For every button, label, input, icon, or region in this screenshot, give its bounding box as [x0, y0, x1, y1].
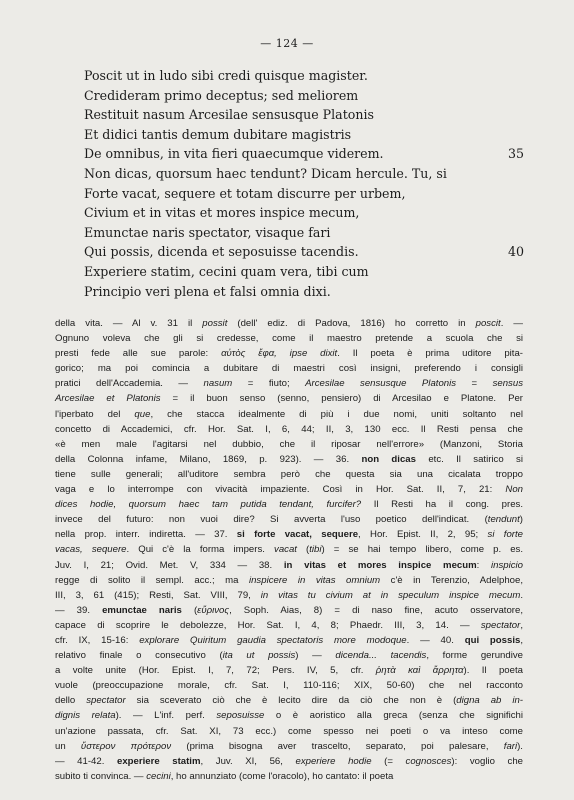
commentary-text: invece del futuro: non vuoi dire? Si avverta l'uso poetico dell'indicat. (: [55, 514, 488, 526]
commentary-text: della vita. — Al v. 31 il: [55, 318, 203, 329]
commentary-line: [55, 573, 523, 588]
commentary-line: [55, 542, 523, 557]
commentary-line: [55, 678, 523, 693]
verse-line: [84, 184, 524, 204]
verse-line: [84, 203, 524, 223]
commentary-line: [55, 663, 523, 678]
italic-citation: Arcesilae et Platonis: [55, 393, 161, 405]
commentary-line: [55, 422, 523, 437]
commentary-text: , che stacca idealmente di più i due nomi, uniti soltanto nel: [150, 408, 523, 420]
commentary-text: ,: [520, 634, 523, 646]
commentary-text: ): [519, 514, 523, 526]
commentary-text: relativo finale o consecutivo (: [55, 650, 223, 662]
italic-citation: cecini: [146, 770, 171, 782]
commentary-text: subito ti convinca. —: [55, 770, 147, 782]
verse-text: Restituit nasum Arcesilae sensusque Platonis: [84, 107, 374, 123]
commentary-text: c'è in Terenzio, Adelphoe,: [380, 574, 523, 586]
commentary-line: [55, 391, 523, 406]
commentary-text: cfr. IX, 15-16:: [55, 634, 140, 646]
page-number: — 124 —: [260, 37, 314, 50]
italic-citation: seposuisse: [216, 710, 265, 722]
commentary-text: sia sceverato ciò che è lecito dire da ciò che non è (: [125, 695, 457, 707]
commentary-text: l'iperbato del: [55, 408, 135, 420]
commentary-line: [55, 361, 523, 376]
commentary-text: (: [296, 544, 310, 556]
commentary-text: — 41-42.: [55, 755, 117, 767]
italic-citation: inspicio: [491, 559, 523, 571]
commentary-text: etc. Il satirico si: [415, 453, 523, 465]
commentary-line: [55, 754, 523, 769]
commentary-text: . —: [500, 318, 523, 329]
commentary-text: gorico; ma poi comincia a dubitare di maestri così insigni, preferendo i consigli: [55, 363, 523, 375]
commentary-text: capace di scoprire le debolezze, Hor. Sat. I, 4, 8; Phaedr. III, 3, 14. —: [55, 619, 481, 631]
commentary-text: =: [456, 378, 493, 390]
italic-citation: experiere hodie: [295, 755, 372, 767]
verse-text: Forte vacat, sequere et totam discurre per urbem,: [84, 185, 406, 201]
verse-line: [84, 125, 524, 145]
italic-citation: cognosces: [405, 755, 452, 767]
commentary-text: vuole (preoccupazione morale, cfr. Sat. I, 110-116; XIX, 50-60) che nel racconto: [55, 680, 523, 692]
italic-citation: que: [134, 408, 151, 420]
italic-citation: spectator: [86, 695, 126, 707]
verse-text: Principio veri plena et falsi omnia dixi.: [84, 283, 331, 299]
italic-citation: ὕστερον πρότερον: [80, 740, 172, 752]
commentary-text: , Hor. Epist. II, 2, 95;: [358, 529, 488, 541]
italic-citation: dices hodie, quorsum haec tam putida tendant, furcifer?: [55, 499, 362, 511]
commentary-line: [55, 512, 523, 527]
commentary-text: ).: [517, 740, 523, 752]
commentary-text: ). — L'inf. perf.: [115, 710, 217, 722]
commentary-text: ) —: [295, 650, 336, 662]
italic-citation: fari: [503, 740, 518, 752]
italic-citation: si forte: [487, 529, 523, 541]
commentary-text: Juv. I, 21; Ovid. Met. V, 334 — 38.: [55, 559, 284, 571]
commentary-text: della Colonna infame, Milano, 1869, p. 923). — 36.: [55, 453, 362, 465]
verse-text: Poscit ut in ludo sibi credi quisque magister.: [84, 68, 368, 83]
italic-citation: nasum: [203, 378, 233, 390]
commentary-text: nella prop. interr. indiretta. — 37.: [55, 529, 237, 541]
commentary-text: un'azione passata, cfr. Sat. XI, 73 ecc.) come spesso nei poeti o va inteso come: [55, 725, 523, 737]
commentary-text: = fiuto;: [232, 378, 306, 390]
verse-line: [84, 86, 524, 106]
lemma-bold: non dicas: [361, 453, 416, 465]
commentary-text: o è aoristico alla greca (senza che significhi: [264, 710, 523, 722]
verse-line: [84, 262, 524, 282]
commentary-line: [55, 708, 523, 723]
verse-line: [84, 164, 524, 184]
commentary-line: [55, 316, 523, 331]
lemma-bold: in vitas et mores inspice mecum: [283, 559, 477, 571]
commentary-text: , Soph. Aias, 8) = di naso fine, acuto osservatore,: [229, 604, 523, 616]
commentary-text: ,: [520, 619, 523, 631]
commentary-text: = il buon senso (senno, pensiero) di Arcesilao e Platone. Per: [160, 393, 523, 405]
italic-citation: tendunt: [487, 514, 520, 526]
commentary-notes: [55, 316, 523, 784]
commentary-text: :: [476, 559, 491, 571]
commentary-text: vaga e lo interrompe con vivacità impaziente. Così in Hor. Sat. II, 7, 21:: [55, 484, 506, 496]
commentary-line: [55, 769, 523, 784]
italic-citation: dicenda... tacendis: [335, 650, 427, 662]
commentary-text: (: [181, 604, 198, 616]
commentary-text: «è men male l'agitarsi nel dubbio, che il riposar nell'errore» (Manzoni, Storia: [55, 438, 523, 450]
commentary-line: [55, 558, 523, 573]
verse-line: [84, 223, 524, 243]
verse-text: Experiere statim, cecini quam vera, tibi cum: [84, 263, 369, 279]
commentary-text: (dell' ediz. di Padova, 1816) ho corretto in: [227, 318, 476, 329]
verse-text: Emunctae naris spectator, visaque fari: [84, 224, 331, 240]
commentary-text: III, 3, 61 (415); Resti, Sat. VIII, 79,: [55, 589, 261, 601]
italic-citation: dignis relata: [55, 710, 116, 722]
commentary-line: [55, 452, 523, 467]
italic-citation: in vitas tu civium at in speculum inspice mecum: [260, 589, 521, 601]
commentary-text: , ho annunziato (come l'oracolo), ho cantato: il poeta: [170, 770, 394, 782]
commentary-line: [55, 724, 523, 739]
commentary-text: (=: [371, 755, 406, 767]
verse-block: [84, 66, 524, 301]
commentary-text: regge di solito il sempl. acc.; ma: [55, 574, 249, 586]
commentary-text: un: [55, 740, 81, 752]
italic-citation: spectator: [480, 619, 521, 631]
verse-line: [84, 144, 524, 164]
italic-citation: tibi: [309, 544, 322, 556]
commentary-line: [55, 346, 523, 361]
commentary-line: [55, 588, 523, 603]
commentary-line: [55, 331, 523, 346]
verse-line: [84, 282, 524, 302]
verse-line: [84, 105, 524, 125]
lemma-bold: si forte vacat, sequere: [236, 529, 359, 541]
commentary-text: Ognuno voleva che gli si credesse, come il maestro pretende a scuola che si: [55, 333, 523, 345]
commentary-line: [55, 633, 523, 648]
verse-text: Qui possis, dicenda et seposuisse tacendis.: [84, 244, 359, 260]
commentary-line: [55, 739, 523, 754]
commentary-line: [55, 618, 523, 633]
verse-line: [84, 242, 524, 262]
italic-citation: Arcesilae sensusque Platonis: [305, 378, 457, 390]
verse-text: Et didici tantis demum dubitare magistris: [84, 126, 352, 142]
italic-citation: inspicere in vitas omnium: [248, 574, 381, 586]
commentary-text: dello: [55, 695, 87, 707]
italic-citation: αὐτὸς ἔφα, ipse dixit: [221, 348, 338, 360]
commentary-text: Il Resti ha il cong. pres.: [361, 499, 523, 511]
verse-text: Civium et in vitas et mores inspice mecum,: [84, 205, 360, 221]
italic-citation: poscit: [475, 318, 501, 329]
commentary-text: (prima bisogna aver trascelto, separato, poi palesare,: [171, 740, 504, 752]
italic-citation: possit: [202, 318, 228, 329]
commentary-text: pratici dell'Accademia. —: [55, 378, 204, 390]
lemma-bold: emunctae naris: [102, 604, 182, 616]
commentary-line: [55, 497, 523, 512]
commentary-line: [55, 648, 523, 663]
italic-citation: vacat: [274, 544, 297, 556]
commentary-text: . Il poeta è prima uditore pita-: [337, 348, 523, 360]
commentary-line: [55, 482, 523, 497]
commentary-text: tiene sulle generali; all'uditore sembra però che questa sia una cicalata troppo: [55, 468, 523, 480]
italic-citation: Non: [505, 484, 523, 496]
commentary-line: [55, 376, 523, 391]
commentary-text: ). Il poeta: [463, 665, 523, 677]
commentary-text: ) = se hai tempo libero, come p. es.: [321, 544, 523, 556]
commentary-text: .: [520, 589, 523, 601]
commentary-text: , forme gerundive: [426, 650, 523, 662]
commentary-text: . — 40.: [406, 634, 465, 646]
italic-citation: vacas, sequere: [55, 544, 127, 556]
commentary-line: [55, 407, 523, 422]
commentary-text: — 39.: [55, 604, 103, 616]
commentary-text: presti fede alle sue parole:: [55, 348, 222, 360]
italic-citation: explorare Quiritum gaudia spectatoris more modoque: [139, 634, 407, 646]
commentary-text: . Qui c'è la forma impers.: [126, 544, 275, 556]
commentary-line: [55, 467, 523, 482]
verse-line-number: 35: [507, 146, 524, 162]
lemma-bold: qui possis: [464, 634, 521, 646]
italic-citation: εὔρινος: [197, 604, 230, 616]
commentary-line: [55, 527, 523, 542]
commentary-text: , Juv. XI, 56,: [200, 755, 296, 767]
commentary-line: [55, 603, 523, 618]
verse-text: Credideram primo deceptus; sed meliorem: [84, 87, 359, 103]
verse-line-number: 40: [507, 244, 524, 260]
commentary-line: [55, 437, 523, 452]
verse-text: De omnibus, in vita fieri quaecumque viderem.: [84, 146, 384, 162]
verse-line: [84, 66, 524, 86]
commentary-text: concetto di Accademici, cfr. Hor. Sat. I, 6, 44; II, 3, 130 ecc. Il Resti pensa che: [55, 423, 523, 435]
lemma-bold: experiere statim: [116, 755, 201, 767]
italic-citation: ῥητὰ καὶ ἄρρητα: [375, 665, 464, 677]
italic-citation: sensus: [492, 378, 523, 390]
italic-citation: ita ut possis: [222, 650, 296, 662]
commentary-text: ): voglio che: [451, 755, 523, 767]
italic-citation: digna ab in-: [456, 695, 523, 707]
commentary-line: [55, 693, 523, 708]
commentary-text: a volte unite (Hor. Epist. I, 7, 72; Pers. IV, 5, cfr.: [55, 665, 376, 677]
verse-text: Non dicas, quorsum haec tendunt? Dicam hercule. Tu, si: [84, 165, 447, 181]
